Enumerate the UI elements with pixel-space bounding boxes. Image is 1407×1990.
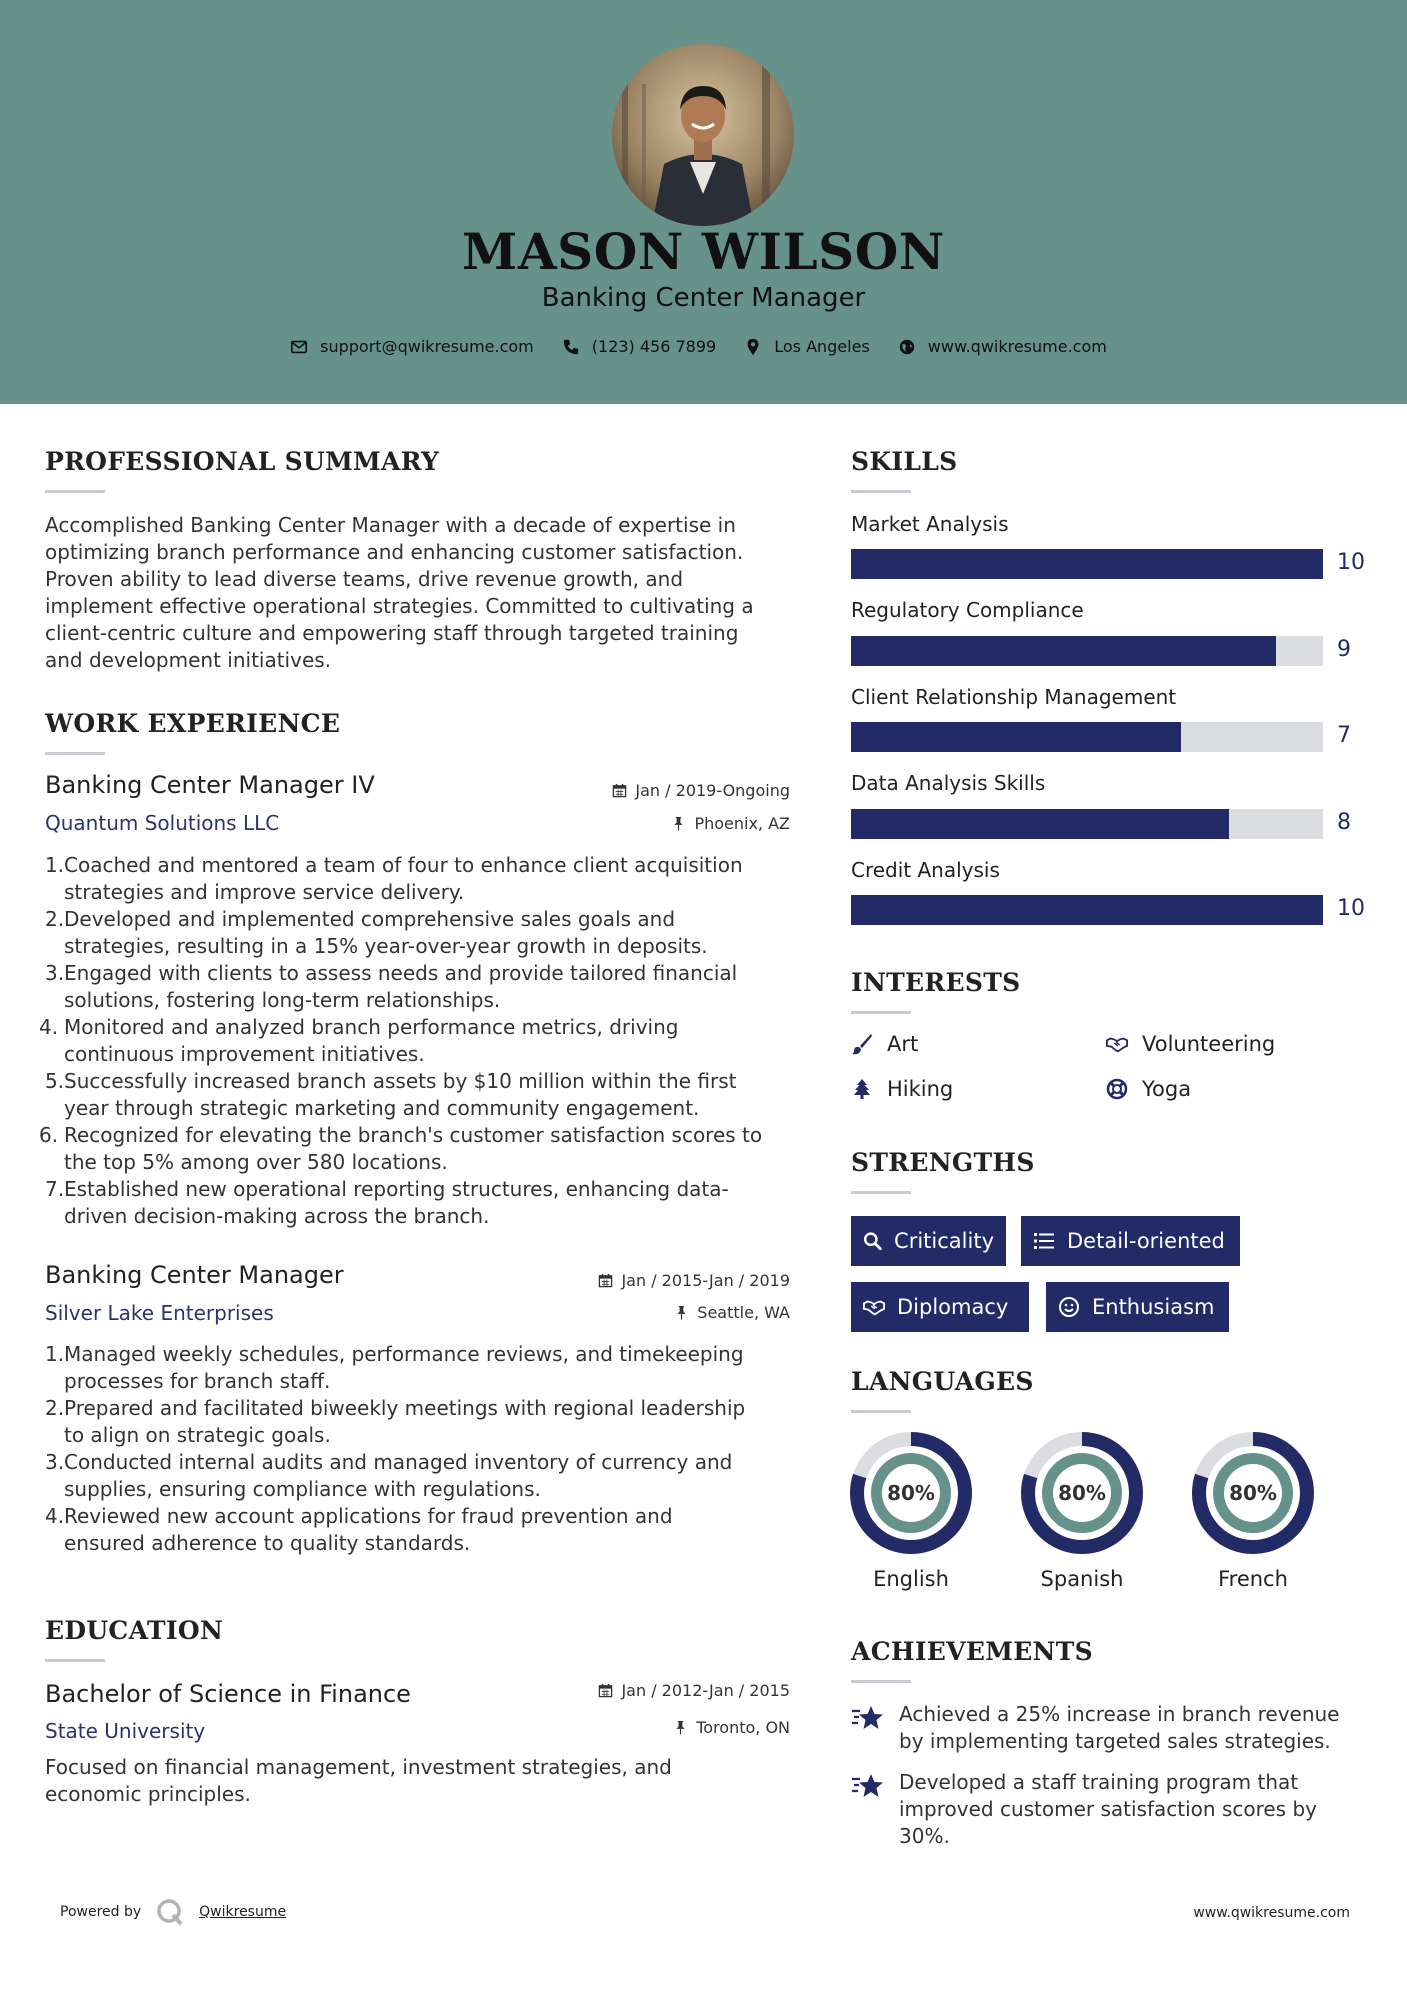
strength-label: Criticality	[894, 1229, 994, 1253]
achievement-item	[851, 1769, 1351, 1850]
job-title: Banking Center Manager	[45, 1261, 344, 1289]
interests-rule	[851, 1011, 911, 1014]
interests-heading: INTERESTS	[851, 968, 1021, 997]
list-item: 3. Engaged with clients to assess needs and provide tailored financial solutions, fostering long-term relationships.	[45, 961, 738, 1012]
globe-icon	[898, 338, 916, 356]
interest-item	[851, 1032, 918, 1056]
qwikresume-logo-icon	[155, 1897, 185, 1927]
language-ring	[1021, 1432, 1143, 1554]
candidate-name: MASON WILSON	[462, 222, 945, 281]
skill-bar-fill	[851, 636, 1276, 666]
summary-rule	[45, 490, 105, 493]
strength-label: Enthusiasm	[1092, 1295, 1215, 1319]
job-title: Banking Center Manager IV	[45, 771, 375, 799]
list-item: 2. Developed and implemented comprehensive sales goals and strategies, resulting in a 15% year-over-year growth in deposits.	[45, 907, 708, 958]
brand-link[interactable]: Qwikresume	[199, 1904, 287, 1920]
strengths-rule	[851, 1191, 911, 1194]
job-location	[540, 1303, 790, 1322]
skill-bar-fill	[851, 722, 1181, 752]
contact-location-text: Los Angeles	[774, 337, 870, 356]
handshake-icon	[863, 1296, 885, 1318]
list-item: 3. Conducted internal audits and managed inventory of currency and supplies, ensuring compliance with regulations.	[45, 1450, 733, 1501]
job-date	[540, 781, 790, 800]
candidate-title: Banking Center Manager	[541, 283, 866, 313]
list-item: 4. Reviewed new account applications for fraud prevention and ensured adherence to quality standards.	[45, 1504, 673, 1555]
summary-heading: PROFESSIONAL SUMMARY	[45, 447, 440, 476]
skill-bar-fill	[851, 549, 1323, 579]
handshake-icon	[1106, 1033, 1128, 1055]
list-item: 1. Managed weekly schedules, performance reviews, and timekeeping processes for branch staff.	[45, 1342, 744, 1393]
achievement-text: Developed a staff training program that improved customer satisfaction scores by 30%.	[899, 1770, 1317, 1848]
education-rule	[45, 1659, 105, 1662]
skill-bar	[851, 636, 1323, 666]
search-icon	[863, 1230, 882, 1252]
strength-badge	[1021, 1216, 1240, 1266]
language-label: English	[873, 1567, 949, 1591]
summary-line: Proven ability to lead diverse teams, drive revenue growth, and	[45, 567, 684, 591]
contact-email-text: support@qwikresume.com	[320, 337, 534, 356]
map-marker-icon	[744, 338, 762, 356]
interest-label: Art	[887, 1032, 919, 1056]
degree-title: Bachelor of Science in Finance	[45, 1680, 411, 1708]
list-icon	[1033, 1230, 1055, 1252]
experience-heading: WORK EXPERIENCE	[45, 709, 341, 738]
lifebuoy-icon	[1106, 1078, 1128, 1100]
pushpin-icon	[673, 1720, 688, 1735]
skill-value: 7	[1337, 723, 1351, 748]
profile-photo	[612, 44, 794, 226]
job-company: Quantum Solutions LLC	[45, 811, 280, 835]
contact-phone-text: (123) 456 7899	[591, 337, 717, 356]
language-ring	[850, 1432, 972, 1554]
calendar-icon	[598, 1683, 613, 1698]
interest-label: Volunteering	[1142, 1032, 1276, 1056]
language-label: French	[1218, 1567, 1288, 1591]
summary-line: Accomplished Banking Center Manager with a decade of expertise in	[45, 513, 736, 537]
list-item: 1. Coached and mentored a team of four to enhance client acquisition strategies and improve service delivery.	[45, 853, 743, 904]
language-ring-chart	[850, 1432, 972, 1554]
strength-label: Detail-oriented	[1067, 1229, 1225, 1253]
smile-icon	[1058, 1296, 1080, 1318]
interest-label: Yoga	[1142, 1077, 1192, 1101]
powered-by-text: Powered by	[60, 1904, 142, 1920]
skill-label: Credit Analysis	[851, 858, 1000, 882]
contact-website-text: www.qwikresume.com	[927, 337, 1107, 356]
skill-value: 8	[1337, 810, 1351, 835]
education-description: Focused on financial management, investment strategies, and economic principles.	[45, 1755, 672, 1806]
skill-label: Market Analysis	[851, 512, 1009, 536]
skills-heading: SKILLS	[851, 447, 958, 476]
job-date-text: Jan / 2015-Jan / 2019	[621, 1271, 790, 1290]
list-item: 2. Prepared and facilitated biweekly meetings with regional leadership to align on strategic goals.	[45, 1396, 746, 1447]
interest-label: Hiking	[887, 1077, 954, 1101]
skill-bar	[851, 809, 1323, 839]
school-name: State University	[45, 1719, 206, 1743]
interest-item	[851, 1077, 953, 1101]
education-date-text: Jan / 2012-Jan / 2015	[621, 1681, 790, 1700]
star-badge-icon	[851, 1703, 885, 1733]
summary-line: optimizing branch performance and enhancing customer satisfaction.	[45, 540, 744, 564]
summary-line: client-centric culture and empowering staff through targeted training	[45, 621, 739, 645]
phone-icon	[562, 338, 580, 356]
list-item: 4. Monitored and analyzed branch performance metrics, driving continuous improvement initiatives.	[39, 1015, 679, 1066]
job-date-text: Jan / 2019-Ongoing	[635, 781, 790, 800]
achievement-text: Achieved a 25% increase in branch revenue by implementing targeted sales strategies.	[899, 1702, 1340, 1753]
education-location-text: Toronto, ON	[696, 1718, 790, 1737]
education-heading: EDUCATION	[45, 1616, 224, 1645]
summary-line: and development initiatives.	[45, 648, 332, 672]
job-company: Silver Lake Enterprises	[45, 1301, 274, 1325]
skill-value: 9	[1337, 637, 1351, 662]
job-date	[540, 1271, 790, 1290]
star-badge-icon	[851, 1771, 885, 1801]
interest-item	[1106, 1032, 1275, 1056]
language-ring-chart	[1192, 1432, 1314, 1554]
tree-icon	[851, 1078, 873, 1100]
languages-rule	[851, 1410, 911, 1413]
experience-rule	[45, 752, 105, 755]
skill-value: 10	[1337, 550, 1365, 575]
job-location-text: Phoenix, AZ	[694, 814, 790, 833]
strengths-heading: STRENGTHS	[851, 1148, 1035, 1177]
skill-label: Client Relationship Management	[851, 685, 1177, 709]
skill-bar	[851, 722, 1323, 752]
list-item: 7. Established new operational reporting structures, enhancing data- driven decision-making across the branch.	[45, 1177, 729, 1228]
achievements-heading: ACHIEVEMENTS	[851, 1637, 1093, 1666]
resume-header	[0, 0, 1407, 404]
paintbrush-icon	[851, 1033, 873, 1055]
job-responsibilities	[39, 852, 805, 1230]
skill-bar-fill	[851, 895, 1323, 925]
strength-badge	[851, 1282, 1029, 1332]
envelope-icon	[290, 338, 308, 356]
achievement-item	[851, 1701, 1351, 1755]
language-percent-label: 80%	[1058, 1481, 1106, 1505]
contact-website[interactable]	[898, 337, 1107, 356]
job-responsibilities	[45, 1341, 805, 1557]
languages-heading: LANGUAGES	[851, 1367, 1034, 1396]
calendar-icon	[612, 783, 627, 798]
calendar-icon	[598, 1273, 613, 1288]
skills-rule	[851, 490, 911, 493]
job-location	[540, 814, 790, 833]
list-item: 6. Recognized for elevating the branch's customer satisfaction scores to the top 5% among over 580 locations.	[39, 1123, 763, 1174]
contact-location	[744, 337, 870, 356]
list-item: 5. Successfully increased branch assets by $10 million within the first year through strategic marketing and community engagement.	[45, 1069, 737, 1120]
pushpin-icon	[674, 1305, 689, 1320]
pushpin-icon	[671, 816, 686, 831]
footer-url[interactable]: www.qwikresume.com	[1193, 1905, 1350, 1921]
skill-bar	[851, 549, 1323, 579]
skill-label: Data Analysis Skills	[851, 771, 1046, 795]
footer-branding	[60, 1897, 286, 1927]
skill-bar-fill	[851, 809, 1229, 839]
education-location	[540, 1718, 790, 1737]
strength-label: Diplomacy	[897, 1295, 1009, 1319]
summary-text	[45, 512, 805, 674]
job-location-text: Seattle, WA	[697, 1303, 790, 1322]
contact-phone[interactable]	[562, 337, 716, 356]
skill-bar	[851, 895, 1323, 925]
contact-bar	[0, 337, 1407, 356]
education-date	[540, 1681, 790, 1700]
language-percent-label: 80%	[1229, 1481, 1277, 1505]
language-percent-label: 80%	[887, 1481, 935, 1505]
summary-line: implement effective operational strategies. Committed to cultivating a	[45, 594, 754, 618]
strength-badge	[851, 1216, 1006, 1266]
language-ring-chart	[1021, 1432, 1143, 1554]
achievements-rule	[851, 1680, 911, 1683]
contact-email[interactable]	[290, 337, 534, 356]
skill-value: 10	[1337, 896, 1365, 921]
interest-item	[1106, 1077, 1191, 1101]
language-label: Spanish	[1040, 1567, 1124, 1591]
strength-badge	[1046, 1282, 1229, 1332]
language-ring	[1192, 1432, 1314, 1554]
skill-label: Regulatory Compliance	[851, 598, 1084, 622]
